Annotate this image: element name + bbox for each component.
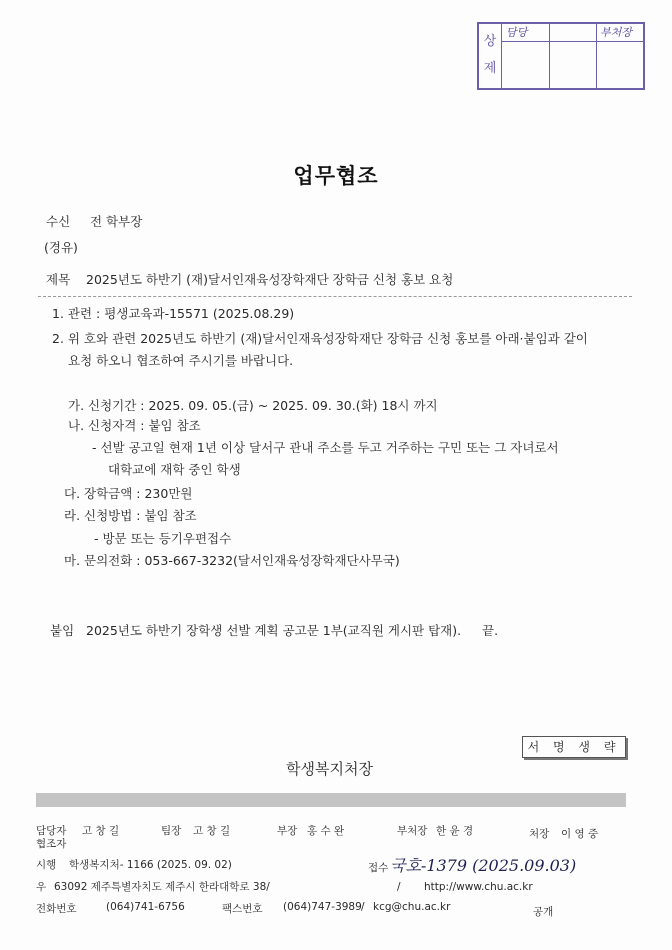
body-ra-sub: - 방문 또는 등기우편접수 <box>94 531 232 546</box>
phone-label: 전화번호 <box>36 903 77 915</box>
disclosure-status: 공개 <box>533 906 554 918</box>
fax-value: (064)747-3989 <box>283 901 362 913</box>
approver-name: 한 윤 경 <box>436 825 474 837</box>
recipient-label: 수신 <box>46 214 71 229</box>
stamp-label: 상 제 <box>483 34 497 76</box>
body-item-1: 1. 관련 : 평생교육과-15571 (2025.08.29) <box>52 306 295 321</box>
stamp-mark-1: 담당 <box>506 26 528 39</box>
approver-role: 부장 <box>277 825 298 837</box>
approver-role: 부처장 <box>397 825 428 837</box>
body-item-2-line-1: 2. 위 호와 관련 2025년도 하반기 (재)달서인재육성장학재단 장학금 신청 홍보를 아래·붙임과 같이 <box>52 331 588 346</box>
receipt-label: 접수 <box>368 862 389 874</box>
stamp-divider <box>549 24 550 88</box>
subject-divider <box>38 296 632 297</box>
footer-bar <box>36 793 626 807</box>
approver-role: 처장 <box>529 828 550 840</box>
recipient-value: 전 학부장 <box>90 214 143 229</box>
enforce-value: 학생복지처- 1166 (2025. 09. 02) <box>69 859 232 871</box>
body-na-sub-1: - 선발 공고일 현재 1년 이상 달서구 관내 주소를 두고 거주하는 구민 또는 그 자녀로서 <box>92 440 559 455</box>
attachment-value: 2025년도 하반기 장학생 선발 계획 공고문 1부(교직원 게시판 탑재). <box>86 623 462 638</box>
approver-name: 고 창 길 <box>82 825 120 837</box>
body-ra: 라. 신청방법 : 붙임 참조 <box>64 508 197 523</box>
body-da: 다. 장학금액 : 230만원 <box>64 486 193 501</box>
email-separator: / <box>361 901 365 913</box>
stamp-mark-2: 부처장 <box>600 26 632 39</box>
enforce-label: 시행 <box>36 859 57 871</box>
stamp-divider <box>501 24 502 88</box>
approver-name: 고 창 길 <box>193 825 231 837</box>
phone-value: (064)741-6756 <box>106 901 185 913</box>
body-na-sub-2: 대학교에 재학 중인 학생 <box>108 462 241 477</box>
approver-name: 홍 수 완 <box>307 825 345 837</box>
issuer-name: 학생복지처장 <box>286 760 373 778</box>
email-link[interactable]: kcg@chu.ac.kr <box>373 901 451 913</box>
cooperator-label: 협조자 <box>36 838 67 850</box>
address-value: 63092 제주특별자치도 제주시 한라대학로 38/ <box>54 881 270 893</box>
attachment-end: 끝. <box>482 623 499 638</box>
via-label: (경유) <box>44 240 78 255</box>
attachment-label: 붙임 <box>50 623 75 638</box>
body-ga: 가. 신청기간 : 2025. 09. 05.(금) ~ 2025. 09. 30.(화) 18시 까지 <box>68 398 438 413</box>
approval-stamp <box>477 22 645 90</box>
homepage-link[interactable]: http://www.chu.ac.kr <box>424 881 533 893</box>
receipt-value: 국호-1379 (2025.09.03) <box>390 856 577 875</box>
address-label: 우 <box>36 881 47 893</box>
signature-omitted-box: 서 명 생 략 <box>522 736 626 758</box>
document-title: 업무협조 <box>293 164 379 188</box>
approver-role: 담당자 <box>36 825 67 837</box>
subject-label: 제목 <box>46 272 71 287</box>
subject-value: 2025년도 하반기 (재)달서인재육성장학재단 장학금 신청 홍보 요청 <box>86 272 454 287</box>
fax-label: 팩스번호 <box>222 903 263 915</box>
body-na: 나. 신청자격 : 붙임 참조 <box>68 418 201 433</box>
stamp-divider <box>596 24 597 88</box>
approver-role: 팀장 <box>161 825 182 837</box>
approver-name: 이 영 중 <box>561 828 599 840</box>
body-item-2-line-2: 요청 하오니 협조하여 주시기를 바랍니다. <box>68 353 294 368</box>
body-ma: 마. 문의전화 : 053-667-3232(달서인재육성장학재단사무국) <box>64 553 400 568</box>
url-separator: / <box>397 881 401 893</box>
stamp-divider <box>501 41 643 42</box>
